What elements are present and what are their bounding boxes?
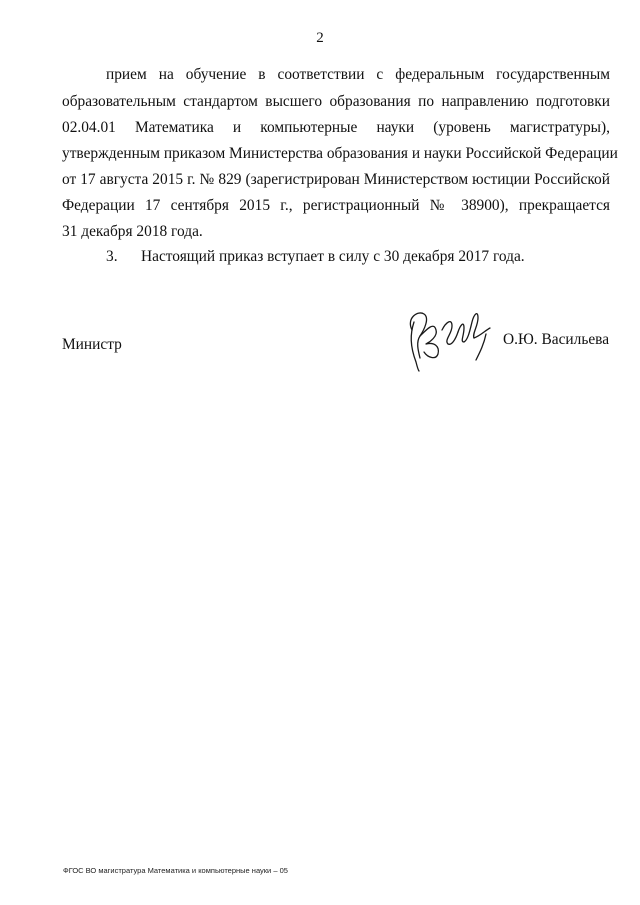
signer-role: Министр <box>62 336 122 353</box>
page-number: 2 <box>316 30 324 46</box>
paragraph-line-1: прием на обучение в соответствии с федеральным государственным <box>106 66 610 83</box>
signature-image <box>398 300 498 372</box>
paragraph-line-2: образовательным стандартом высшего образования по направлению подготовки <box>62 93 610 110</box>
paragraph-line-7: 31 декабря 2018 года. <box>62 223 203 240</box>
footer-text: ФГОС ВО магистратура Математика и компьютерные науки – 05 <box>63 866 288 875</box>
paragraph-line-5: от 17 августа 2015 г. № 829 (зарегистрирован Министерством юстиции Российской <box>62 171 610 188</box>
paragraph-line-4: утвержденным приказом Министерства образования и науки Российской Федерации <box>62 145 618 162</box>
signer-name: О.Ю. Васильева <box>503 331 610 348</box>
paragraph-line-3: 02.04.01 Математика и компьютерные науки (уровень магистратуры), <box>62 119 610 136</box>
item-3-text: Настоящий приказ вступает в силу с 30 декабря 2017 года. <box>141 248 525 265</box>
paragraph-line-6: Федерации 17 сентября 2015 г., регистрационный № 38900), прекращается <box>62 197 610 214</box>
item-3-number: 3. <box>106 248 118 265</box>
